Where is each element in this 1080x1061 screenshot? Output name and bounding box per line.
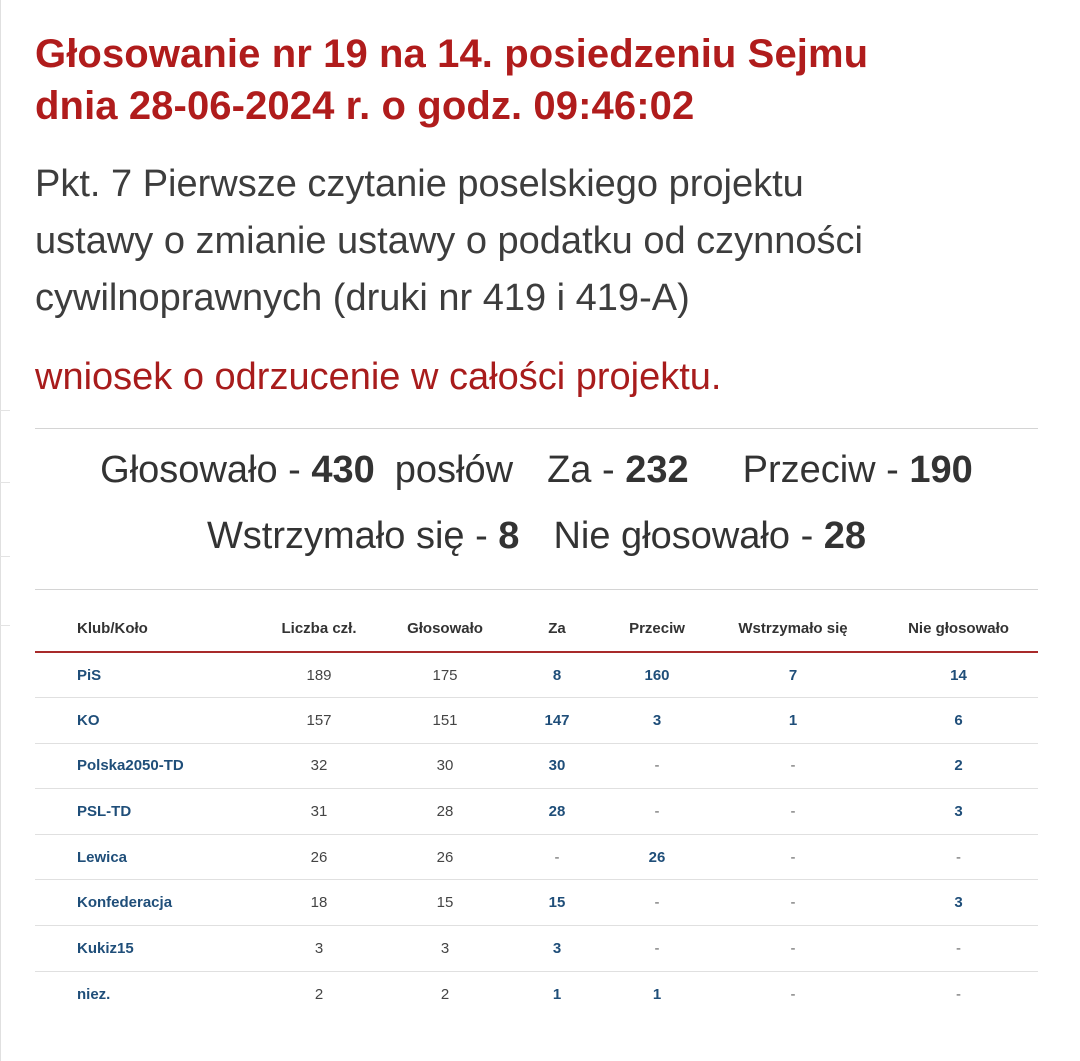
page-title-line-1: Głosowanie nr 19 na 14. posiedzeniu Sejmu (35, 32, 869, 76)
header-against: Przeciw (607, 606, 707, 652)
table-row (35, 652, 1038, 698)
voted-cell (383, 880, 507, 926)
against-value: 190 (909, 449, 973, 491)
header-abstained: Wstrzymało się (707, 606, 879, 652)
voted-count: 26 (436, 848, 454, 866)
header-for: Za (507, 606, 607, 652)
abstained-cell (707, 926, 879, 972)
header-voted: Głosowało (383, 606, 507, 652)
for-cell (507, 834, 607, 880)
header-members: Liczba czł. (255, 606, 383, 652)
for-count-link[interactable]: 147 (544, 711, 570, 729)
voted-count: 28 (436, 803, 454, 821)
against-count-link[interactable]: 1 (652, 985, 662, 1003)
abstained-cell (707, 880, 879, 926)
table-row (35, 926, 1038, 972)
abstained-count-link[interactable]: 1 (788, 711, 798, 729)
club-cell (35, 834, 255, 880)
members-cell (255, 880, 383, 926)
against-empty-value: - (654, 803, 660, 821)
members-count: 32 (310, 757, 328, 775)
club-cell (35, 652, 255, 698)
abstained-cell (707, 743, 879, 789)
not-voted-cell (879, 971, 1038, 1017)
members-count: 3 (314, 939, 324, 957)
voted-count: 2 (440, 985, 450, 1003)
abstained-empty-value: - (790, 757, 796, 775)
voted-count: 15 (436, 894, 454, 912)
against-cell (607, 926, 707, 972)
not-voted-value: 28 (823, 515, 867, 557)
vote-result-content (35, 28, 1038, 1017)
abstained-count-link[interactable]: 7 (788, 666, 798, 684)
members-cell (255, 834, 383, 880)
for-count-link[interactable]: 30 (548, 757, 566, 775)
abstained-empty-value: - (790, 985, 796, 1003)
voted-label: Głosowało - (100, 449, 312, 491)
for-cell (507, 743, 607, 789)
members-count: 157 (306, 711, 332, 729)
page-edge-tick (0, 482, 10, 483)
not-voted-count-link[interactable]: 3 (954, 894, 963, 912)
header-not-voted: Nie głosowało (879, 606, 1038, 652)
abstained-empty-value: - (790, 848, 796, 866)
members-cell (255, 743, 383, 789)
not-voted-label: Nie głosowało - (553, 515, 824, 557)
against-cell (607, 743, 707, 789)
against-cell (607, 834, 707, 880)
page-title (35, 28, 1038, 132)
voted-count: 30 (436, 757, 454, 775)
for-cell (507, 698, 607, 744)
against-cell (607, 698, 707, 744)
abstained-cell (707, 834, 879, 880)
club-link[interactable]: Kukiz15 (77, 939, 134, 957)
for-cell (507, 880, 607, 926)
voted-cell (383, 698, 507, 744)
not-voted-cell (879, 880, 1038, 926)
members-cell (255, 971, 383, 1017)
club-cell (35, 743, 255, 789)
voted-suffix: posłów (394, 449, 514, 491)
abstained-value: 8 (498, 515, 520, 557)
divider (35, 428, 1038, 429)
not-voted-count-link[interactable]: 14 (950, 666, 967, 684)
club-cell (35, 880, 255, 926)
members-count: 18 (310, 894, 328, 912)
against-cell (607, 789, 707, 835)
not-voted-count-link[interactable]: 3 (954, 803, 963, 821)
not-voted-cell (879, 698, 1038, 744)
for-cell (507, 971, 607, 1017)
not-voted-cell (879, 834, 1038, 880)
voted-cell (383, 789, 507, 835)
voted-count: 175 (432, 666, 458, 684)
against-label: Przeciw - (742, 449, 910, 491)
page-title-line-2: dnia 28-06-2024 r. o godz. 09:46:02 (35, 84, 695, 128)
club-link[interactable]: Konfederacja (77, 894, 173, 912)
divider (35, 589, 1038, 590)
for-cell (507, 926, 607, 972)
not-voted-cell (879, 926, 1038, 972)
vote-summary (35, 445, 1038, 561)
page-edge-tick (0, 625, 10, 626)
abstained-empty-value: - (790, 939, 796, 957)
page-edge-line (0, 0, 1, 1061)
club-link[interactable]: Lewica (77, 848, 128, 866)
club-link[interactable]: PiS (77, 666, 102, 684)
members-cell (255, 698, 383, 744)
club-link[interactable]: PSL-TD (77, 803, 132, 821)
not-voted-count-link[interactable]: 6 (954, 711, 963, 729)
not-voted-cell (879, 789, 1038, 835)
against-empty-value: - (654, 757, 660, 775)
header-club: Klub/Koło (35, 606, 255, 652)
not-voted-empty-value: - (956, 985, 961, 1003)
table-header-row (35, 606, 1038, 652)
club-link[interactable]: Polska2050-TD (77, 757, 184, 775)
vote-summary-row-2 (35, 511, 1038, 561)
members-count: 31 (310, 803, 328, 821)
club-cell (35, 971, 255, 1017)
abstained-empty-value: - (790, 894, 796, 912)
against-empty-value: - (654, 894, 660, 912)
voted-cell (383, 834, 507, 880)
members-cell (255, 789, 383, 835)
against-count-link[interactable]: 160 (644, 666, 670, 684)
members-cell (255, 652, 383, 698)
members-cell (255, 926, 383, 972)
for-count-link[interactable]: 15 (548, 894, 566, 912)
members-count: 2 (314, 985, 324, 1003)
against-count-link[interactable]: 26 (648, 848, 666, 866)
against-count-link[interactable]: 3 (652, 711, 662, 729)
against-cell (607, 971, 707, 1017)
voted-cell (383, 652, 507, 698)
for-empty-value: - (554, 848, 560, 866)
page-edge-tick (0, 410, 10, 411)
for-count-link[interactable]: 1 (552, 985, 562, 1003)
voted-count: 3 (440, 939, 450, 957)
club-cell (35, 926, 255, 972)
agenda-point-line-2: ustawy o zmianie ustawy o podatku od czynności (35, 220, 863, 262)
club-cell (35, 698, 255, 744)
voted-cell (383, 926, 507, 972)
voted-count: 151 (432, 711, 458, 729)
not-voted-count-link[interactable]: 2 (954, 757, 963, 775)
agenda-point (35, 156, 1038, 327)
for-value: 232 (625, 449, 689, 491)
abstained-cell (707, 971, 879, 1017)
agenda-point-line-3: cywilnoprawnych (druki nr 419 i 419-A) (35, 277, 690, 319)
against-cell (607, 880, 707, 926)
not-voted-cell (879, 652, 1038, 698)
table-row (35, 971, 1038, 1017)
for-cell (507, 789, 607, 835)
abstained-cell (707, 698, 879, 744)
abstained-cell (707, 652, 879, 698)
table-row (35, 698, 1038, 744)
table-row (35, 789, 1038, 835)
abstained-empty-value: - (790, 803, 796, 821)
voted-value: 430 (311, 449, 375, 491)
club-link[interactable]: niez. (77, 985, 111, 1003)
not-voted-cell (879, 743, 1038, 789)
not-voted-empty-value: - (956, 848, 961, 866)
against-cell (607, 652, 707, 698)
for-count-link[interactable]: 8 (552, 666, 562, 684)
club-results-table (35, 606, 1038, 1017)
abstained-cell (707, 789, 879, 835)
table-row (35, 834, 1038, 880)
against-empty-value: - (654, 939, 660, 957)
voted-cell (383, 971, 507, 1017)
for-label: Za - (547, 449, 626, 491)
vote-summary-row-1 (35, 445, 1038, 495)
for-count-link[interactable]: 28 (548, 803, 566, 821)
for-count-link[interactable]: 3 (552, 939, 562, 957)
motion-text: wniosek o odrzucenie w całości projektu. (35, 356, 722, 398)
page-edge-tick (0, 556, 10, 557)
table-row (35, 880, 1038, 926)
voted-cell (383, 743, 507, 789)
club-cell (35, 789, 255, 835)
agenda-point-line-1: Pkt. 7 Pierwsze czytanie poselskiego projektu (35, 163, 804, 205)
members-count: 26 (310, 848, 328, 866)
not-voted-empty-value: - (956, 939, 961, 957)
for-cell (507, 652, 607, 698)
members-count: 189 (306, 666, 332, 684)
club-link[interactable]: KO (77, 711, 100, 729)
abstained-label: Wstrzymało się - (206, 515, 499, 557)
table-row (35, 743, 1038, 789)
